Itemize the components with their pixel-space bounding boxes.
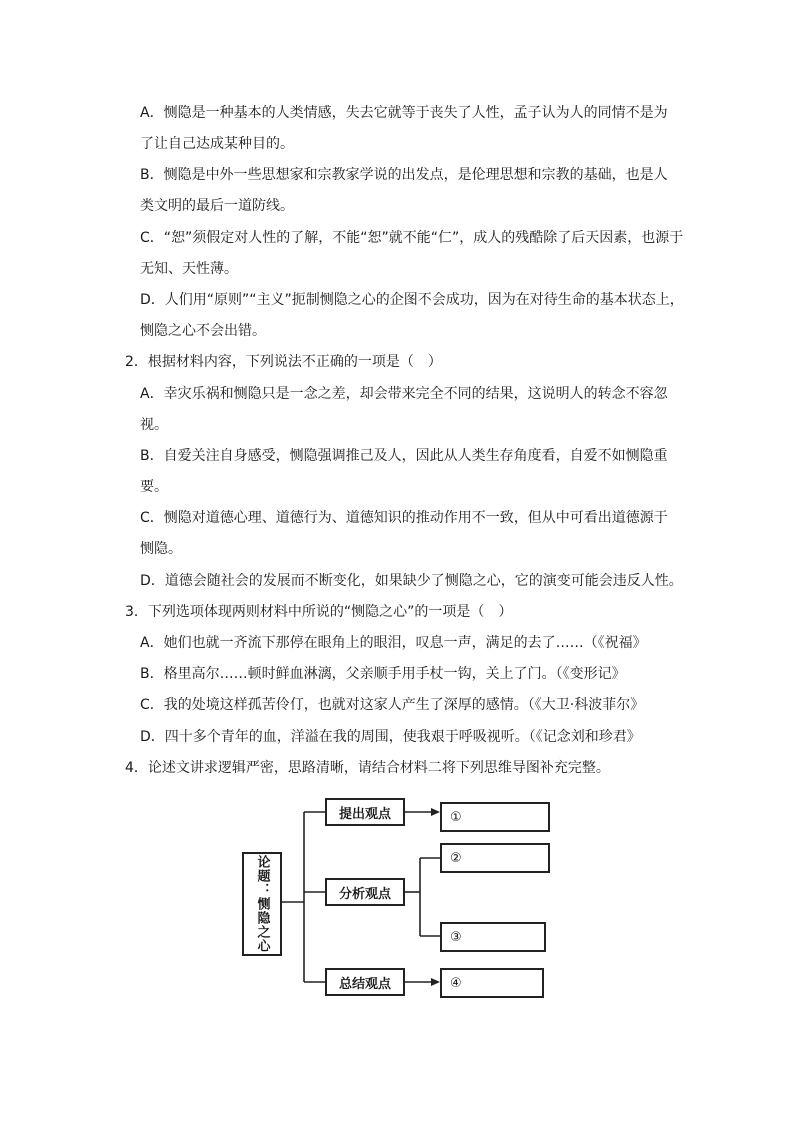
q2-option-d-line1: D．道德会随社会的发展而不断变化，如果缺少了恻隐之心，它的演变可能会违反人性。 [140, 573, 683, 589]
answer-box-4[interactable] [440, 968, 544, 998]
q2-option-b-line2: 要。 [140, 479, 168, 495]
q1-option-d-line1: D．人们用“原则”“主义”扼制恻隐之心的企图不会成功，因为在对待生命的基本状态上， [140, 292, 684, 308]
node-analyze-viewpoint: 分析观点 [325, 878, 405, 906]
q1-option-c-line2: 无知、天性薄。 [140, 261, 238, 277]
node-propose-viewpoint: 提出观点 [325, 798, 405, 826]
q2-option-a-line2: 视。 [140, 417, 168, 433]
q2-option-a-line1: A．幸灾乐祸和恻隐只是一念之差，却会带来完全不同的结果，这说明人的转念不容忽 [140, 386, 668, 402]
q3-option-a: A．她们也就一齐流下那停在眼角上的眼泪，叹息一声，满足的去了……（《祝福》 [140, 635, 647, 651]
q3-stem: 3．下列选项体现两则材料中所说的“恻隐之心”的一项是（ ） [125, 604, 513, 620]
q1-option-b-line2: 类文明的最后一道防线。 [140, 198, 294, 214]
answer-2-marker: ② [450, 850, 462, 866]
mind-map-topic [242, 852, 282, 956]
answer-4-marker: ④ [450, 975, 462, 991]
q4-stem: 4．论述文讲求逻辑严密，思路清晰，请结合材料二将下列思维导图补充完整。 [125, 760, 610, 776]
q2-option-b-line1: B．自爱关注自身感受，恻隐强调推己及人，因此从人类生存角度看，自爱不如恻隐重 [140, 448, 668, 464]
q1-option-c-line1: C．“恕”须假定对人性的了解，不能“恕”就不能“仁”，成人的残酷除了后天因素，也源于 [140, 230, 684, 246]
answer-box-2[interactable] [440, 843, 550, 873]
q2-option-c-line1: C．恻隐对道德心理、道德行为、道德知识的推动作用不一致，但从中可看出道德源于 [140, 510, 668, 526]
q1-option-d-line2: 恻隐之心不会出错。 [140, 323, 266, 339]
answer-3-marker: ③ [450, 929, 462, 945]
answer-box-3[interactable] [440, 922, 546, 952]
q1-option-a-line2: 了让自己达成某种目的。 [140, 136, 294, 152]
q3-option-c: C．我的处境这样孤苦伶仃，也就对这家人产生了深厚的感情。（《大卫·科波菲尔》 [140, 697, 645, 713]
q2-stem: 2．根据材料内容，下列说法不正确的一项是（ ） [125, 354, 442, 370]
q1-option-a-line1: A．恻隐是一种基本的人类情感，失去它就等于丧失了人性，孟子认为人的同情不是为 [140, 105, 668, 121]
answer-box-1[interactable] [440, 802, 550, 832]
answer-1-marker: ① [450, 809, 462, 825]
q2-option-c-line2: 恻隐。 [140, 541, 182, 557]
topic-label: 论题：恻隐之心 [254, 855, 270, 953]
q3-option-b: B．格里高尔……顿时鲜血淋漓，父亲顺手用手杖一钩，关上了门。（《变形记》 [140, 666, 626, 682]
q3-option-d: D．四十多个青年的血，洋溢在我的周围，使我艰于呼吸视听。（《记念刘和珍君》 [140, 729, 641, 745]
node-summarize-viewpoint: 总结观点 [325, 968, 405, 996]
q1-option-b-line1: B．恻隐是中外一些思想家和宗教家学说的出发点，是伦理思想和宗教的基础，也是人 [140, 167, 668, 183]
